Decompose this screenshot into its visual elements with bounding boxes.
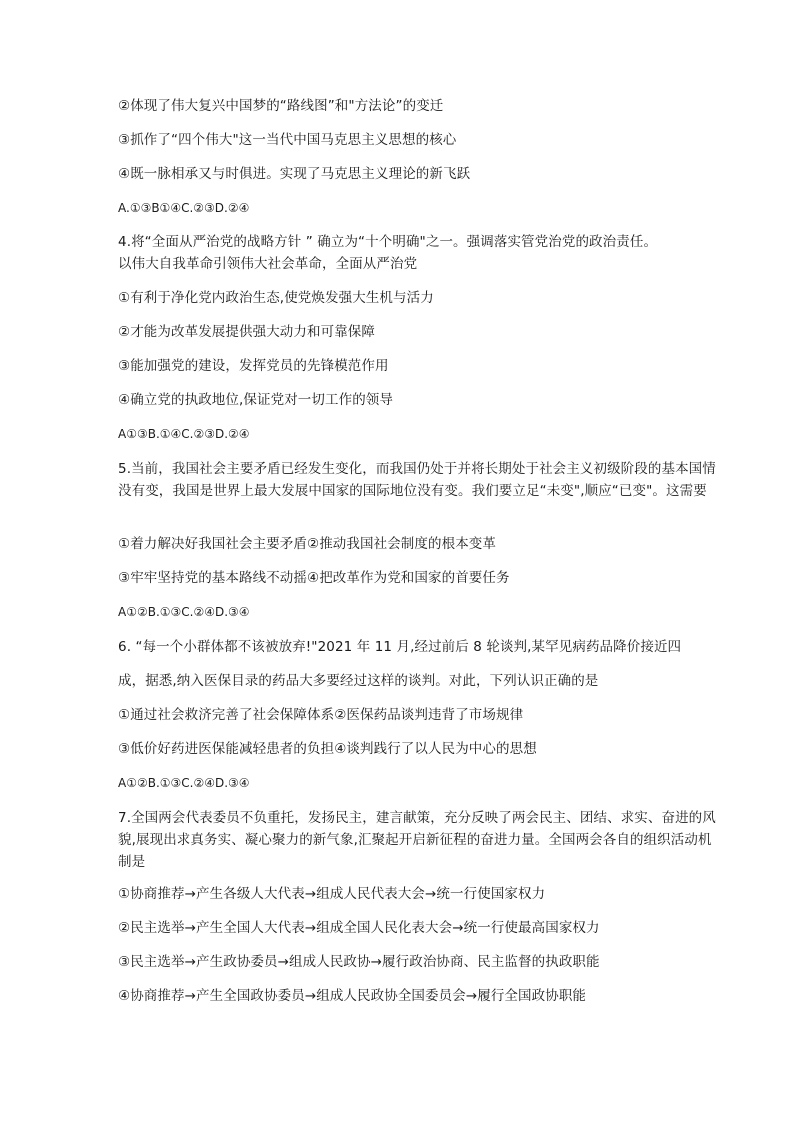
q5-stem: 5.当前，我国社会主要矛盾已经发生变化，而我国仍处于并将长期处于社会主义初级阶段的基本国情没有变，我国是世界上最大发展中国家的国际地位没有变。我们要立足“未变",顺应“已变"。这需要 xyxy=(118,461,716,499)
q4-stem-line-2: 以伟大自我革命引领伟大社会革命，全面从严治党 xyxy=(118,256,418,272)
q4-option-1: ①有利于净化党内政治生态,使党焕发强大生机与活力 xyxy=(118,290,434,306)
q4-option-2: ②才能为改革发展提供强大动力和可靠保障 xyxy=(118,324,376,340)
q4-stem-line-1: 4.将“全面从严治党的战略方针 ” 确立为“十个明确"之一。强调落实管党治党的政治责任。 xyxy=(118,234,658,250)
q6-stem-line-1: 6. “每一个小群体都不该被放弃!"2021 年 11 月,经过前后 8 轮谈判,某罕见病药品降价接近四 xyxy=(118,639,682,655)
q3-option-4: ④既一脉相承又与时俱进。实现了马克思主义理论的新飞跃 xyxy=(118,166,471,182)
q5-options-line-2: ③牢牢坚持党的基本路线不动摇④把改革作为党和国家的首要任务 xyxy=(118,570,510,586)
q3-option-3: ③抓作了“四个伟大"这一当代中国马克思主义思想的核心 xyxy=(118,132,457,148)
q5-options-line-1: ①着力解决好我国社会主要矛盾②推动我国社会制度的根本变革 xyxy=(118,536,497,552)
q6-answer-choices: A①②B.①③C.②④D.③④ xyxy=(118,776,250,790)
q5-answer-choices: A①②B.①③C.②④D.③④ xyxy=(118,605,250,619)
q4-answer-choices: A①③B.①④C.②③D.②④ xyxy=(118,427,250,441)
q7-option-3: ③民主选举→产生政协委员→组成人民政协→履行政治协商、民主监督的执政职能 xyxy=(118,954,600,970)
q7-stem: 7.全国两会代表委员不负重托，发扬民主，建言献策，充分反映了两会民主、团结、求实、奋进的风貌,展现出求真务实、凝心聚力的新气象,汇聚起开启新征程的奋进力量。全国两会各自的组织活动机制是 xyxy=(118,810,716,870)
q7-option-1: ①协商推荐→产生各级人大代表→组成人民代表大会→统一行使国家权力 xyxy=(118,886,546,902)
q3-option-2: ②体现了伟大复兴中国梦的“路线图”和"方法论”的变迁 xyxy=(118,98,444,114)
q6-options-line-1: ①通过社会救济完善了社会保障体系②医保药品谈判违背了市场规律 xyxy=(118,707,524,723)
q3-answer-choices: A.①③B①④C.②③D.②④ xyxy=(118,201,250,215)
q7-option-4: ④协商推荐→产生全国政协委员→组成人民政协全国委员会→履行全国政协职能 xyxy=(118,988,587,1004)
q7-option-2: ②民主选举→产生全国人大代表→组成全国人民化表大会→统一行使最高国家权力 xyxy=(118,920,600,936)
q4-option-3: ③能加强党的建设，发挥党员的先锋模范作用 xyxy=(118,358,389,374)
q6-options-line-2: ③低价好药进医保能减轻患者的负担④谈判践行了以人民为中心的思想 xyxy=(118,741,537,757)
q6-stem-line-2: 成，据悉,纳入医保目录的药品大多要经过这样的谈判。对此，下列认识正确的是 xyxy=(118,673,599,689)
q4-option-4: ④确立党的执政地位,保证党对一切工作的领导 xyxy=(118,392,393,408)
